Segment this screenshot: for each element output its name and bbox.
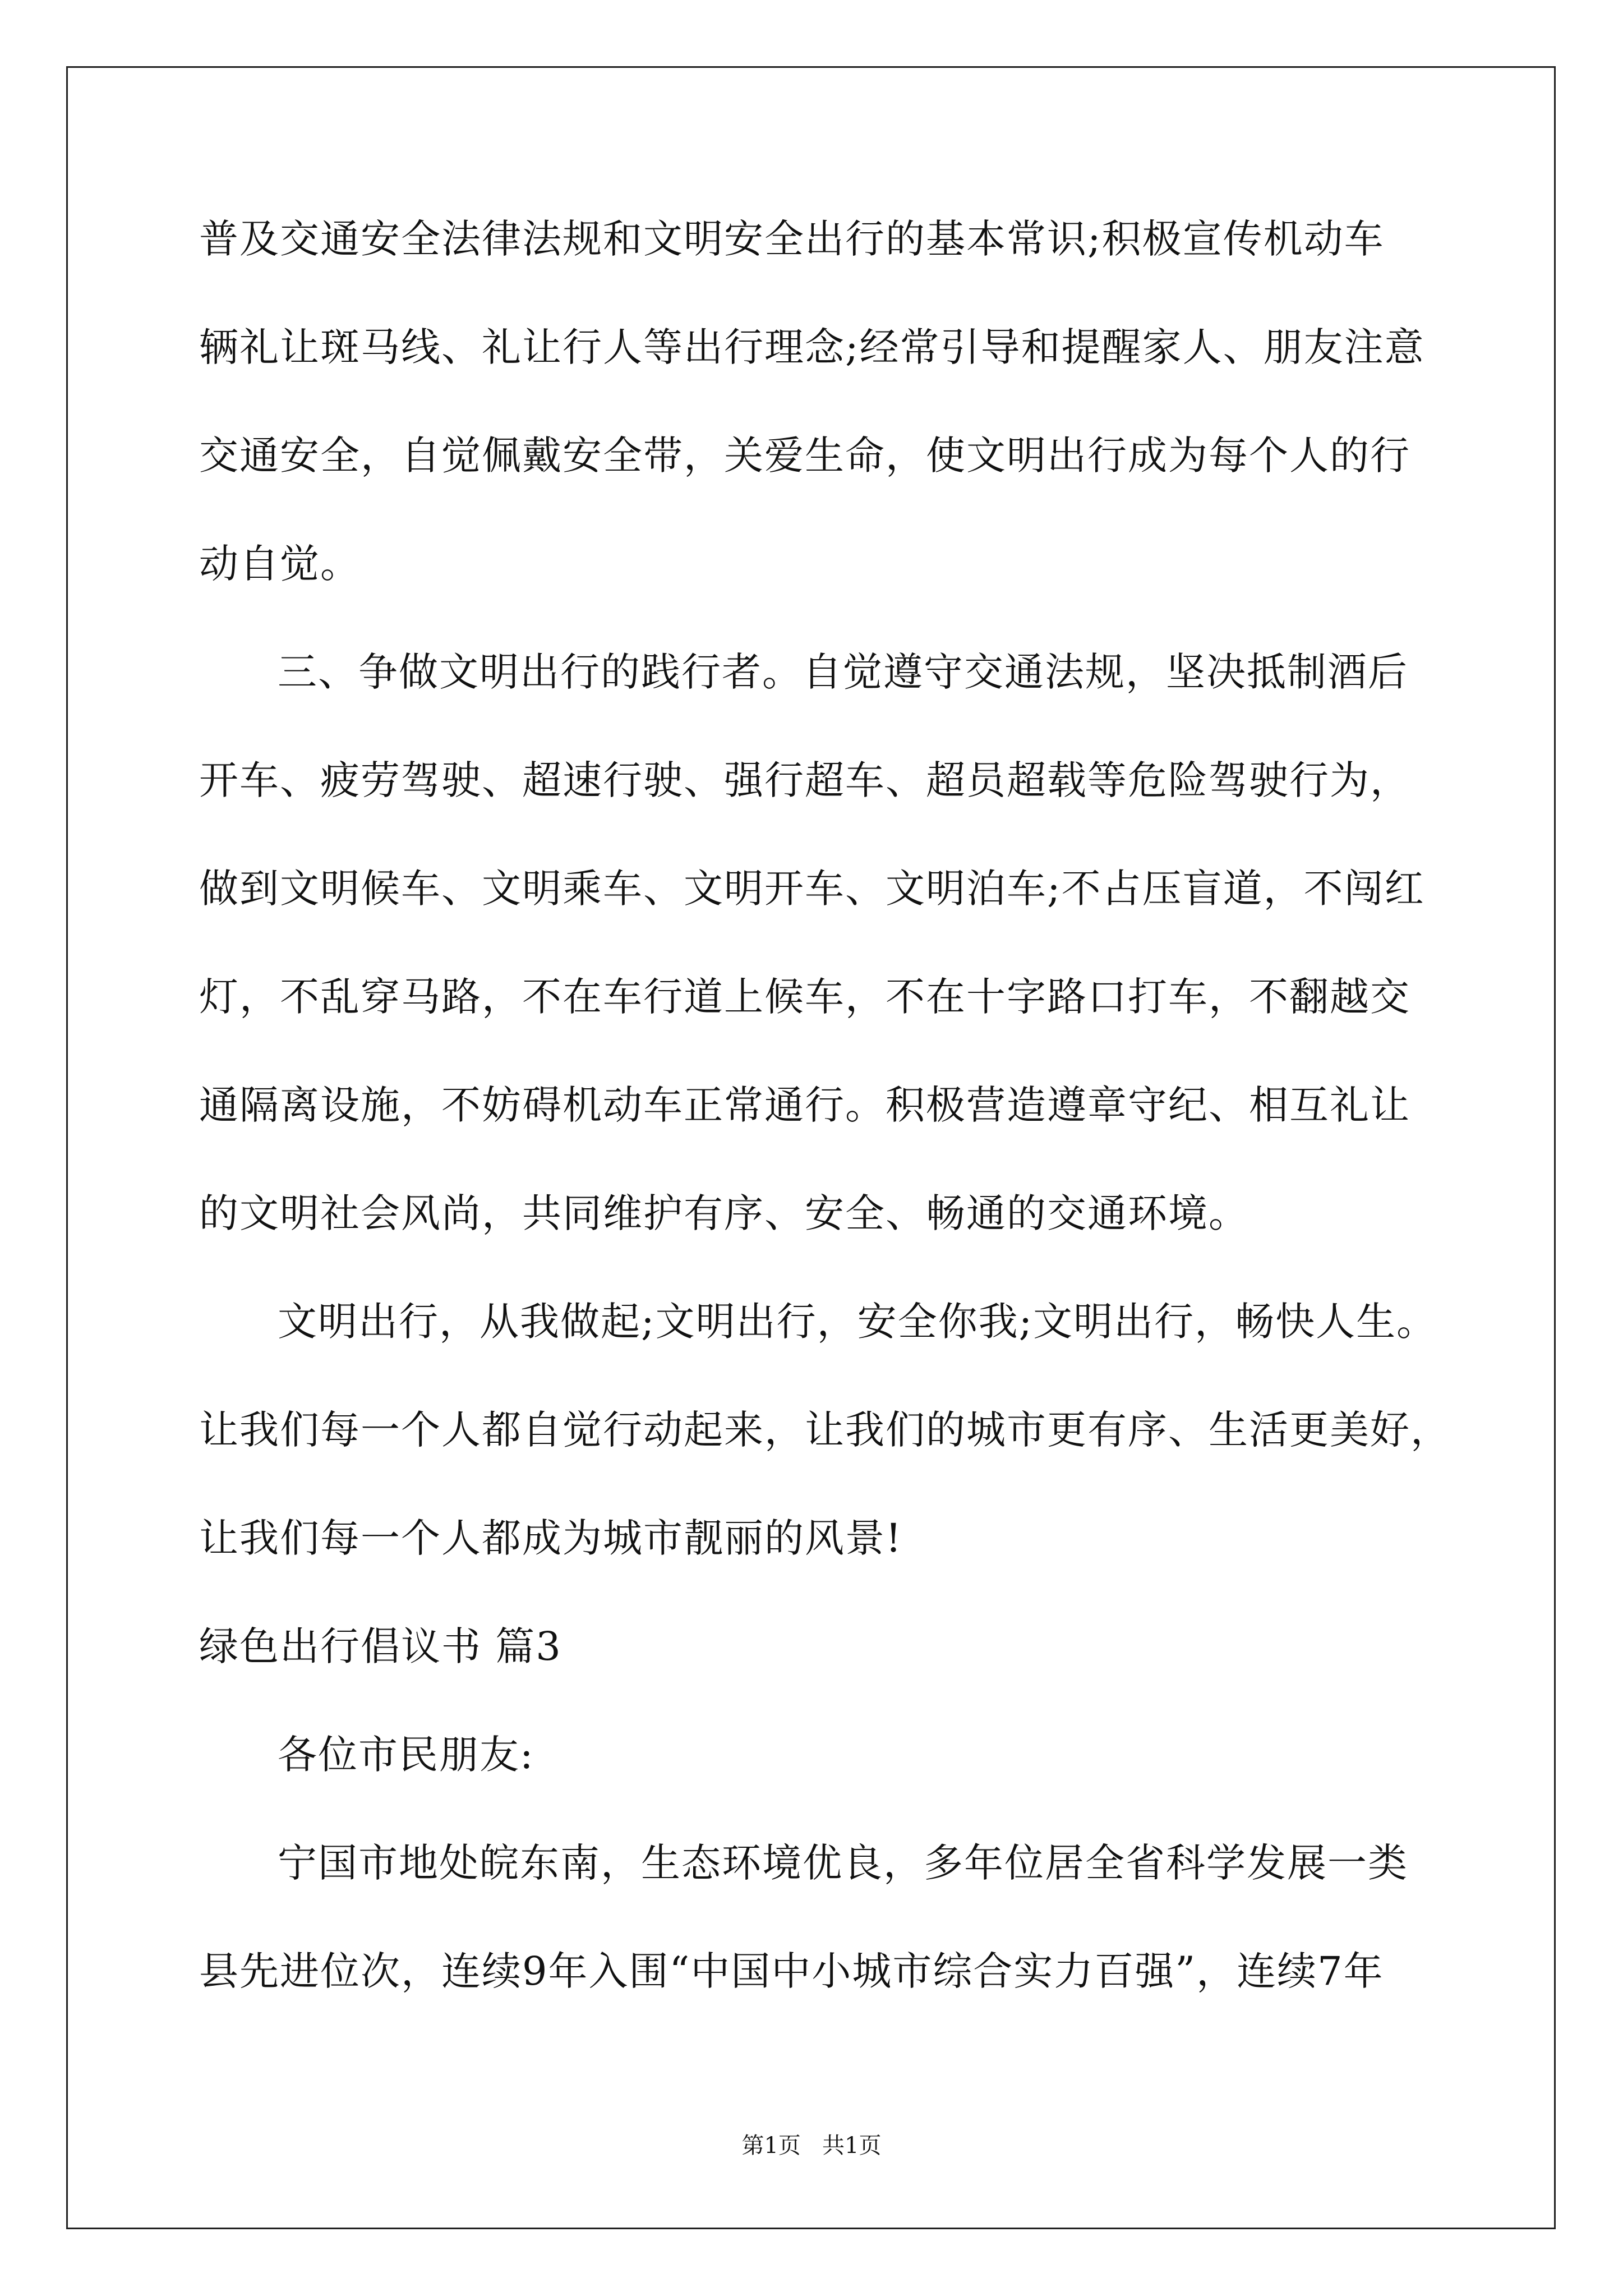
text-line: 文明出行，从我做起;文明出行，安全你我;文明出行，畅快人生。	[278, 1299, 1437, 1345]
text-line: 灯，不乱穿马路，不在车行道上候车，不在十字路口打车，不翻越交	[199, 974, 1410, 1020]
text-line: 让我们每一个人都自觉行动起来，让我们的城市更有序、生活更美好，	[199, 1407, 1451, 1453]
text-line: 县先进位次，连续9年入围“中国中小城市综合实力百强”，连续7年	[199, 1948, 1384, 1994]
text-line: 动自觉。	[199, 541, 361, 587]
page-footer: 第1页 共1页	[741, 2133, 882, 2159]
text-line: 开车、疲劳驾驶、超速行驶、强行超车、超员超载等危险驾驶行为，	[199, 757, 1410, 803]
text-line: 三、争做文明出行的践行者。自觉遵守交通法规，坚决抵制酒后	[278, 649, 1408, 695]
document-body	[199, 185, 1451, 2026]
text-line: 的文明社会风尚，共同维护有序、安全、畅通的交通环境。	[199, 1190, 1249, 1236]
text-line: 交通安全，自觉佩戴安全带，关爱生命，使文明出行成为每个人的行	[199, 432, 1410, 478]
text-line: 辆礼让斑马线、礼让行人等出行理念;经常引导和提醒家人、朋友注意	[199, 324, 1425, 370]
text-line: 各位市民朋友:	[278, 1732, 534, 1778]
text-line: 通隔离设施，不妨碍机动车正常通行。积极营造遵章守纪、相互礼让	[199, 1082, 1410, 1128]
section-heading: 绿色出行倡议书 篇3	[199, 1623, 562, 1669]
text-line: 做到文明候车、文明乘车、文明开车、文明泊车;不占压盲道，不闯红	[199, 866, 1425, 912]
text-line: 让我们每一个人都成为城市靓丽的风景!	[199, 1515, 903, 1561]
text-line: 宁国市地处皖东南，生态环境优良，多年位居全省科学发展一类	[278, 1840, 1408, 1886]
text-line: 普及交通安全法律法规和文明安全出行的基本常识;积极宣传机动车	[199, 216, 1385, 262]
